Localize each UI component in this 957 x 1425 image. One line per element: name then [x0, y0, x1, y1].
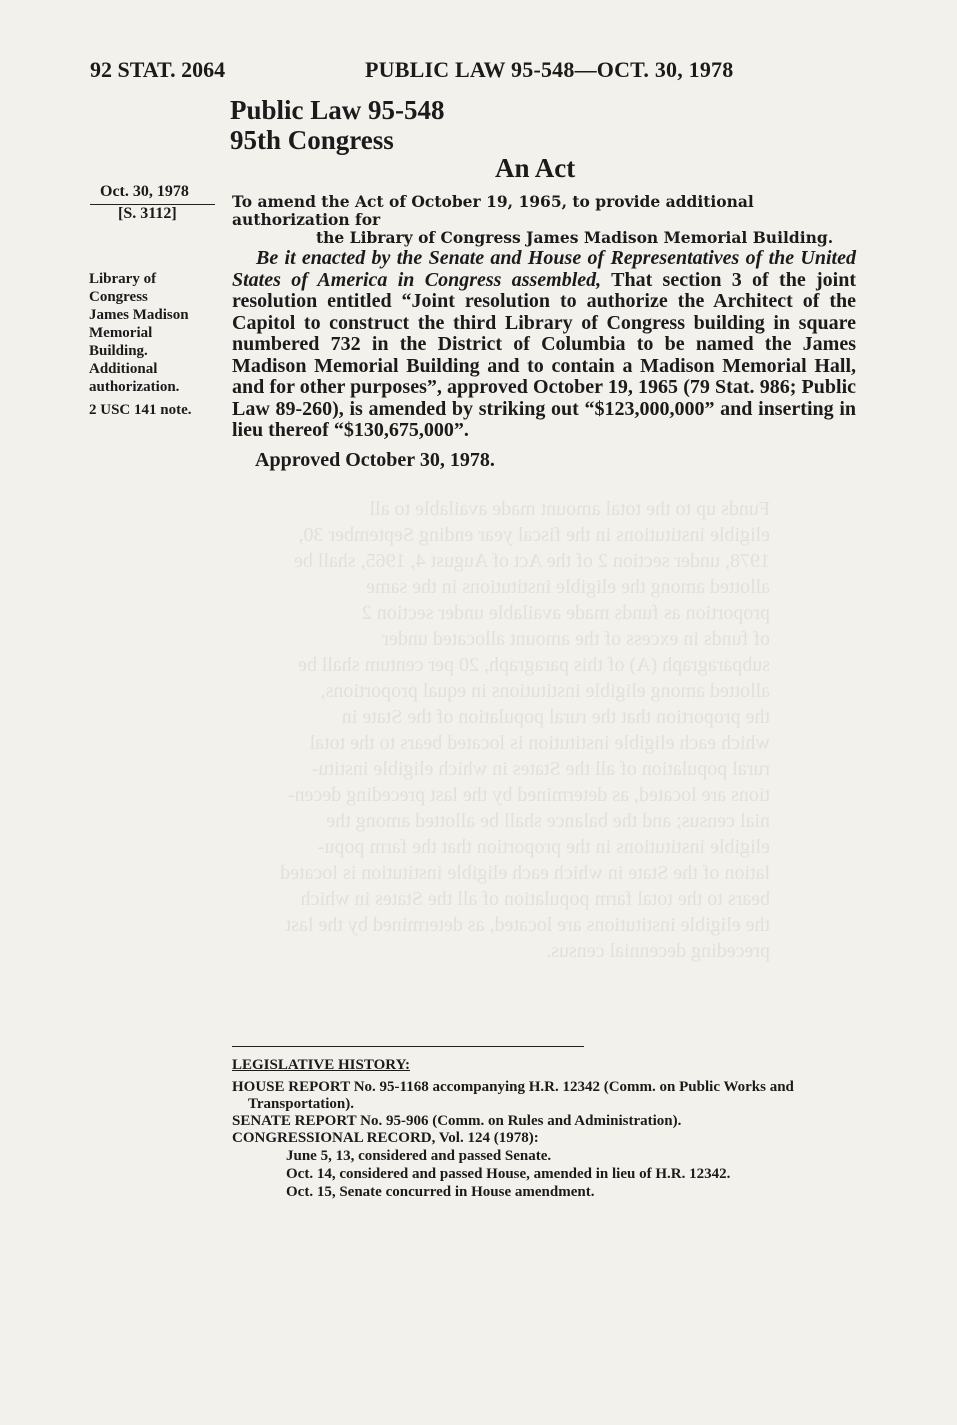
margin-note: Congress [89, 289, 148, 305]
act-body [232, 248, 856, 442]
act-text: That section 3 of the joint resolution entitled “Joint resolution to authorize the Architect of the Capitol to construct the third Library of Congress building in square numbered 732 in the District of Columbia to be named the James Madison Memorial Building and to contain a Madison Memorial Hall, and for other purposes”, approved October 19, 1965 (79 Stat. 986; Public Law 89-260), is amended by striking out “$123,000,000” and inserting in lieu thereof “$130,675,000”. [232, 268, 857, 441]
margin-date: Oct. 30, 1978 [100, 183, 189, 200]
margin-note: James Madison [89, 307, 189, 323]
history-title: LEGISLATIVE HISTORY: [232, 1057, 411, 1073]
purpose-line-1: To amend the Act of October 19, 1965, to provide additional authorization for [232, 192, 754, 229]
senate-report: SENATE REPORT No. 95-906 (Comm. on Rules and Administration). [232, 1113, 682, 1129]
margin-notes [89, 270, 219, 419]
congressional-record: CONGRESSIONAL RECORD, Vol. 124 (1978): [232, 1130, 539, 1146]
congress-label: 95th Congress [230, 125, 394, 155]
public-law-title: Public Law 95-548 [230, 95, 445, 125]
margin-citation: 2 USC 141 note. [89, 402, 192, 418]
act-heading: An Act [495, 153, 576, 183]
running-title: PUBLIC LAW 95-548—OCT. 30, 1978 [365, 57, 734, 82]
enacting-clause: Be it enacted by the Senate and House of Representatives of the United States of America in Congress assembled, [232, 247, 856, 291]
history-action: Oct. 15, Senate concurred in House amendment. [286, 1184, 595, 1200]
legislative-history [232, 1057, 862, 1201]
history-action: Oct. 14, considered and passed House, amended in lieu of H.R. 12342. [286, 1166, 731, 1182]
bleed-through-text: Funds up to the total amount made available to all eligible institutions in the fiscal year ending September 30, 1978, under section 2 of the Act of August 4, 1965, shall be allotted among the eligible institutions in the same proportion as funds made available under section 2 of funds in excess of the amount allocated under subparagraph (A) of this paragraph, 20 per centum shall be allotted among eligible institutions in equal proportions, the proportion that the rural population of the State in which each eligible institution is located bears to the total rural population of all the States in which eligible institu- tions are located, as determined by the last preceding decen- nial census; and the balance shall be allotted among the eligible institutions in the proportion that the farm popu- lation of the State in which each eligible institution is located bears to the total farm population of all the States in which the eligible institutions are located, as determined by the last preceding decennial census. [280, 498, 770, 962]
margin-note: Additional [89, 361, 158, 377]
purpose-clause [232, 193, 852, 247]
history-action: June 5, 13, considered and passed Senate. [286, 1148, 552, 1164]
margin-bill-number: [S. 3112] [118, 205, 177, 222]
page-citation: 92 STAT. 2064 [90, 57, 226, 82]
margin-note: Building. [89, 343, 148, 359]
approval-date: Approved October 30, 1978. [255, 449, 495, 471]
margin-note: Library of [89, 271, 157, 287]
purpose-line-2: the Library of Congress James Madison Memorial Building. [316, 228, 834, 247]
history-divider [232, 1046, 584, 1047]
margin-note: Memorial [89, 325, 153, 341]
house-report: HOUSE REPORT No. 95-1168 accompanying H.R. 12342 (Comm. on Public Works and Transportation). [232, 1079, 794, 1112]
margin-note: authorization. [89, 379, 180, 395]
